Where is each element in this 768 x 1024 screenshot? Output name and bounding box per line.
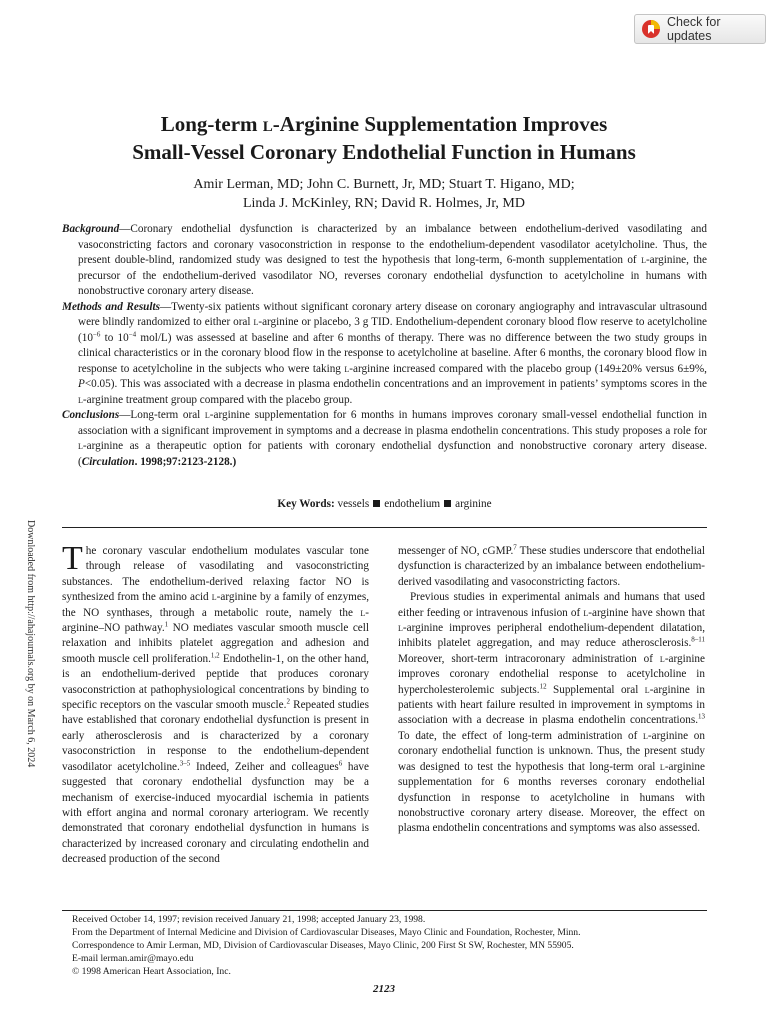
body-text: he coronary vascular endothelium modulates vascular tone through release of vasodilating and vasoconstricting substances. The endothelium-derived relaxing factor NO is synthesized from the amino acid (62, 545, 369, 604)
title-part: l (262, 112, 273, 136)
abstract-text: mol/L) was assessed at baseline and after 6 months of therapy. There was no difference between the two study groups in clinical characteristics or in the coronary blood flow in the response to acetylcholine at baseline. After 6 months, the coronary blood flow in response to acetylcholine in the subjects who were taking (78, 331, 707, 375)
body-text: -arginine–NO pathway. (62, 606, 369, 635)
check-for-updates-button[interactable] (634, 14, 766, 44)
abstract-text: —Long-term oral (119, 409, 205, 421)
keyword: vessels (337, 498, 370, 510)
body-paragraph (62, 540, 369, 868)
body-text: -arginine in patients with heart failure resulted in improvement in symptoms in association with a decrease in plasma endothelin concentrations. (398, 683, 705, 727)
body-text: Moreover, short-term intracoronary administration of (398, 652, 660, 665)
body-text: -arginine improves peripheral endothelium-dependent dilatation, inhibits platelet aggregation, and may reduce atherosclerosis. (398, 622, 705, 650)
received-dates: Received October 14, 1997; revision received January 21, 1998; accepted January 23, 1998. (72, 914, 426, 925)
body-text: NO mediates vascular smooth muscle cell relaxation and inhibits platelet aggregation and adhesion and smooth muscle cell proliferation. (62, 622, 369, 665)
exponent: −6 (92, 329, 101, 338)
reference-marker: 1 (164, 620, 169, 629)
citation-details: . 1998;97:2123-2128.) (134, 455, 237, 468)
square-bullet-icon (444, 500, 451, 507)
body-column-right (398, 544, 705, 837)
body-text: -arginine by a family of enzymes, the NO synthases, through a metabolic route, namely the (62, 591, 369, 619)
body-text: messenger of NO, cGMP. (398, 545, 514, 557)
citation-journal: Circulation (81, 455, 135, 468)
abstract-text: to 10 (100, 331, 129, 344)
p-value-italic: P (78, 378, 85, 390)
title-line-2: Small-Vessel Coronary Endothelial Function in Humans (132, 140, 636, 164)
abstract-background (62, 222, 707, 300)
copyright: © 1998 American Heart Association, Inc. (72, 966, 231, 977)
reference-marker: 1,2 (210, 651, 220, 660)
small-caps-l: l (641, 254, 646, 266)
reference-marker: 12 (539, 681, 547, 690)
abstract-text: -arginine as a therapeutic option for patients with coronary endothelial dysfunction and nonobstructive coronary artery disease. ( (78, 440, 707, 468)
reference-marker: 6 (338, 758, 343, 767)
body-text: These studies underscore that endothelial dysfunction is characterized by an imbalance between endothelium-derived vasodilating and vasoconstricting factors. (398, 545, 705, 588)
footnote-block (72, 913, 712, 978)
small-caps-l: l (344, 362, 350, 375)
body-text: To date, the effect of long-term administration of (398, 729, 644, 742)
abstract-methods (62, 300, 707, 409)
abstract-text: <0.05). This was associated with a decrease in plasma endothelin concentrations and an improvement in patients’ symptoms scores in the (84, 378, 707, 390)
correspondence: Correspondence to Amir Lerman, MD, Division of Cardiovascular Diseases, Mayo Clinic, 200 First St SW, Rochester, MN 55905. (72, 940, 574, 951)
check-for-updates-label: Check for updates (667, 15, 721, 43)
body-text: -arginine improves coronary endothelial response to acetylcholine in hypercholesterolemic subjects. (398, 652, 705, 696)
abstract-text: -arginine or placebo, 3 g TID. Endothelium-dependent coronary blood flow reserve to acetylcholine (10 (78, 316, 707, 344)
page-number: 2123 (373, 983, 395, 995)
body-text: Previous studies in experimental animals and humans that used either feeding or intravenous infusion of (398, 591, 705, 619)
keyword: endothelium (384, 498, 441, 510)
authors-line-2: Linda J. McKinley, RN; David R. Holmes, Jr, MD (242, 196, 525, 211)
email: E-mail lerman.amir@mayo.edu (72, 953, 194, 964)
crossmark-icon (641, 19, 661, 39)
title-part: Long-term (160, 112, 263, 136)
body-text: -arginine supplementation for 6 months reverses coronary endothelial dysfunction in response to acetylcholine in humans with nonobstructive coronary artery disease. Moreover, the effect on plasma endothelin concentrations and symptoms was also assessed. (398, 760, 705, 835)
small-caps-l: l (78, 393, 83, 406)
abstract-heading: Background (62, 223, 120, 235)
body-text: Repeated studies have established that coronary endothelial dysfunction is present in early atherosclerosis and is characterized by a coronary vasoconstriction in response to the endothelium-dependent vasodilator acetylcholine. (62, 699, 369, 773)
body-text: -arginine on coronary endothelial function is unknown. Thus, the present study was designed to test the hypothesis that long-term oral (398, 729, 705, 773)
body-column-left (62, 540, 369, 868)
abstract-conclusions (62, 408, 707, 470)
author-list (40, 175, 728, 213)
download-watermark: Downloaded from http://ahajournals.org by on March 6, 2024 (25, 520, 36, 768)
body-text: have suggested that coronary endothelial dysfunction may be a mechanism of exercise-induced myocardial ischemia in patients with effort angina and normal coronary arteriogram. We recently demonstrated that coronary endothelial dysfunction in humans is characterized by increased coronary and circulating endothelin and decreased production of the second (62, 760, 369, 866)
keyword: arginine (455, 498, 492, 510)
body-paragraph (398, 544, 705, 590)
small-caps-l: l (644, 683, 650, 696)
affiliation: From the Department of Internal Medicine and Division of Cardiovascular Diseases, Mayo Clinic and Foundation, Rochester, Minn. (72, 927, 581, 938)
abstract-heading: Conclusions (62, 409, 120, 421)
key-words (62, 498, 707, 510)
square-bullet-icon (373, 500, 380, 507)
abstract (62, 222, 707, 470)
small-caps-l: l (583, 606, 589, 619)
article-title (40, 110, 728, 166)
abstract-text: -arginine increased compared with the placebo group (149±20% versus 6±9%, (349, 362, 707, 375)
reference-marker: 13 (698, 712, 705, 721)
body-text: -arginine have shown that (588, 606, 705, 619)
reference-marker: 3–5 (179, 758, 191, 767)
abstract-text: -arginine treatment group compared with the placebo group. (82, 393, 353, 406)
body-text: Supplemental oral (546, 683, 645, 696)
abstract-text: —Twenty-six patients without significant coronary artery disease on coronary angiography and intravascular ultrasound were blindly randomized to either oral (78, 300, 707, 328)
divider (62, 527, 707, 528)
small-caps-l: l (398, 622, 403, 635)
body-text: Indeed, Zeiher and colleagues (190, 760, 339, 773)
small-caps-l: l (659, 652, 665, 665)
drop-cap: T (62, 540, 83, 577)
abstract-heading: Methods and Results (62, 300, 160, 313)
body-paragraph (398, 590, 705, 837)
reference-marker: 7 (513, 543, 517, 552)
small-caps-l: l (360, 606, 366, 619)
small-caps-l: l (78, 440, 83, 452)
footer-divider (62, 910, 707, 911)
small-caps-l: l (659, 760, 665, 773)
authors-line-1: Amir Lerman, MD; John C. Burnett, Jr, MD; Stuart T. Higano, MD; (193, 177, 575, 192)
small-caps-l: l (211, 591, 217, 604)
reference-marker: 2 (286, 697, 290, 706)
small-caps-l: l (253, 316, 259, 328)
body-text: Endothelin-1, on the other hand, is an endothelium-derived peptide that produces coronary vasoconstriction at pathophysiological concentrations by binding to specific receptors on the vascular smooth muscle. (62, 652, 369, 712)
abstract-text: -arginine, the precursor of the endothelium-derived vasodilator NO, reverses coronary endothelial dysfunction to acetylcholine in humans with nonobstructive coronary artery disease. (78, 254, 707, 297)
small-caps-l: l (643, 729, 648, 742)
exponent: −4 (128, 329, 137, 338)
small-caps-l: l (204, 409, 210, 421)
key-words-label: Key Words: (277, 498, 335, 510)
abstract-text: -arginine supplementation for 6 months in humans improves coronary small-vessel endothelial function in association with a significant improvement in symptoms and a decrease in plasma endothelin concentrations. This study proposes a role for (78, 409, 707, 437)
title-part: -Arginine Supplementation Improves (272, 112, 608, 136)
abstract-text: —Coronary endothelial dysfunction is characterized by an imbalance between endothelium-derived vasodilating and vasoconstricting factors and coronary vasoconstriction in response to the endothelium-dependent vasodilator acetylcholine. Thus, the present double-blind, randomized study was designed to test the hypothesis that long-term, 6-month supplementation of (78, 223, 707, 266)
reference-marker: 8–11 (691, 635, 705, 644)
